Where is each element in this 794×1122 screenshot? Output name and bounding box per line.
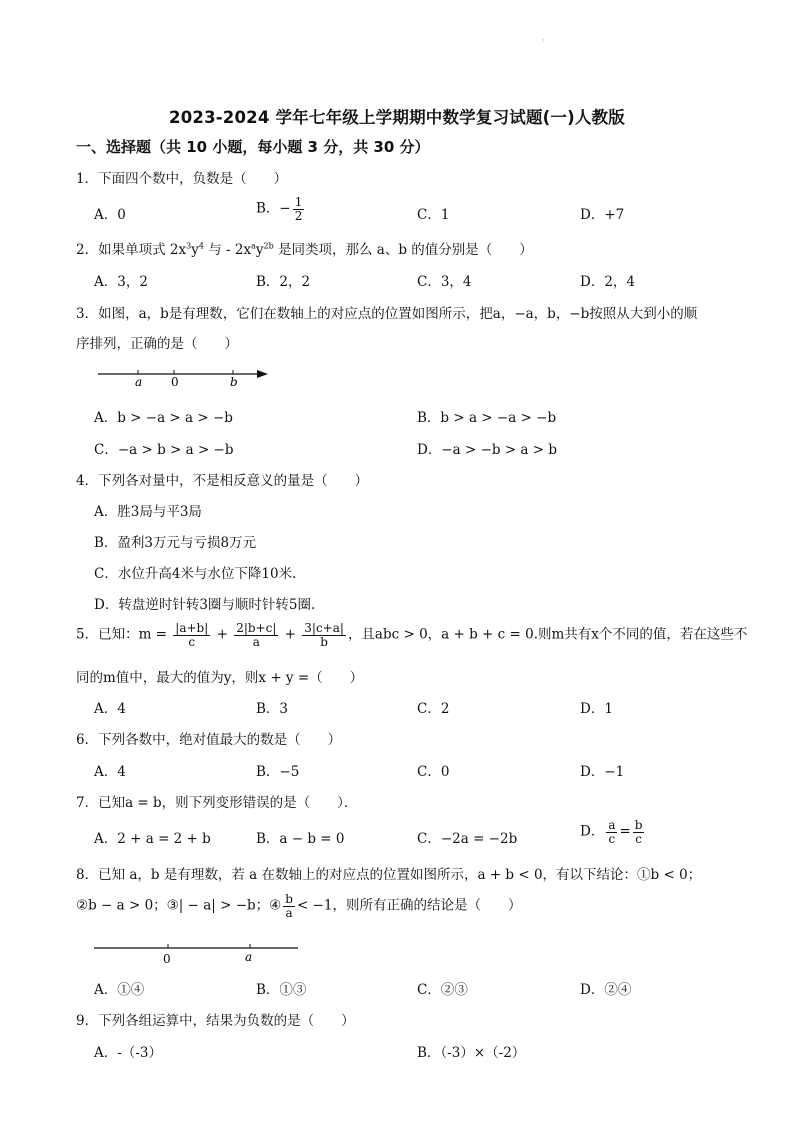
question-3-line1: 3．如图，a，b是有理数，它们在数轴上的对应点的位置如图所示，把a，−a，b，−b按照从大到小的顺 bbox=[76, 306, 698, 322]
q1-option-b: B．− $\frac{1}{2}$ bbox=[256, 195, 303, 223]
q4-option-a: A．胜3局与平3局 bbox=[94, 504, 202, 520]
q5-option-a: A．4 bbox=[94, 701, 126, 717]
q3-option-a: A．b > −a > a > −b bbox=[94, 410, 233, 426]
q8-option-c: C．②③ bbox=[417, 982, 468, 998]
section-heading: 一、选择题（共 10 小题，每小题 3 分，共 30 分） bbox=[76, 138, 430, 156]
q6-option-c: C．0 bbox=[417, 764, 450, 780]
q8-option-a: A．①④ bbox=[94, 982, 145, 998]
axis-label-zero: 0 bbox=[171, 375, 179, 389]
page-title: 2023-2024 学年七年级上学期期中数学复习试题(一)人教版 bbox=[169, 108, 625, 127]
q3-option-b: B．b > a > −a > −b bbox=[417, 410, 557, 426]
q1-option-d: D．+7 bbox=[580, 207, 625, 223]
q1-option-c: C．1 bbox=[417, 207, 450, 223]
q4-option-b: B．盈利3万元与亏损8万元 bbox=[94, 535, 257, 551]
axis-label-a: a bbox=[245, 950, 253, 964]
q7-option-a: A．2 + a = 2 + b bbox=[94, 831, 211, 847]
q3-option-d: D．−a > −b > a > b bbox=[417, 442, 558, 458]
fraction: $\frac{|a+b|}{c}$ bbox=[175, 621, 209, 649]
question-8-line2: ②b − a > 0；③| − a| > −b；④ $\frac{b}{a}$ < −1，则所有正确的结论是（ ） bbox=[76, 892, 522, 920]
q7-option-c: C．−2a = −2b bbox=[417, 831, 518, 847]
question-7-stem: 7．已知a = b，则下列变形错误的是（ ）． bbox=[76, 795, 358, 811]
q9-option-a: A．-（-3） bbox=[94, 1045, 162, 1061]
header-dot: · bbox=[542, 36, 545, 45]
q2-option-b: B．2，2 bbox=[256, 274, 311, 290]
q2-option-a: A．3，2 bbox=[94, 274, 148, 290]
fraction: $\frac{1}{2}$ bbox=[294, 195, 303, 223]
q3-option-c: C．−a > b > a > −b bbox=[94, 442, 234, 458]
q6-option-d: D．−1 bbox=[580, 764, 625, 780]
q8-option-d: D．②④ bbox=[580, 982, 632, 998]
q9-option-b: B．（-3）×（-2） bbox=[417, 1045, 526, 1061]
q7-option-d: D． $\frac{a}{c}$ = $\frac{b}{c}$ bbox=[580, 818, 643, 846]
question-4-stem: 4．下列各对量中，不是相反意义的量是（ ） bbox=[76, 473, 369, 489]
q6-option-a: A．4 bbox=[94, 764, 126, 780]
question-2-stem: 2．如果单项式 $2x^3y^4$ 与 - $2x^ay^{2b}$ 是同类项，那么 a、b 的值分别是（ ） bbox=[76, 241, 533, 258]
q6-option-b: B．−5 bbox=[256, 764, 300, 780]
axis-label-a: a bbox=[135, 375, 143, 389]
q3-number-line bbox=[94, 362, 274, 390]
axis-label-zero: 0 bbox=[163, 952, 171, 966]
q4-option-c: C．水位升高4米与水位下降10米. bbox=[94, 566, 297, 582]
q8-number-line bbox=[90, 938, 310, 966]
question-5-line2: 同的m值中，最大的值为y，则x + y =（ ） bbox=[76, 670, 364, 686]
fraction: $\frac{3|c+a|}{b}$ bbox=[304, 621, 344, 649]
q5-option-d: D．1 bbox=[580, 701, 613, 717]
question-6-stem: 6．下列各数中，绝对值最大的数是（ ） bbox=[76, 732, 342, 748]
q5-option-c: C．2 bbox=[417, 701, 450, 717]
q7-option-b: B．a − b = 0 bbox=[256, 831, 345, 847]
question-1-stem: 1．下面四个数中，负数是（ ） bbox=[76, 171, 288, 187]
axis-label-b: b bbox=[230, 375, 238, 389]
question-8-line1: 8．已知 a，b 是有理数，若 a 在数轴上的对应点的位置如图所示，a + b < 0，有以下结论：①b < 0； bbox=[76, 867, 702, 883]
question-5-line1: 5．已知：m = $\frac{|a+b|}{c}$ + $\frac{2|b+c|}{a}$ + $\frac{3|c+a|}{b}$ ，且abc > 0，a + b + c = 0.则m共有x个不同的值，若在这些不 bbox=[76, 621, 748, 649]
q1-option-a: A．0 bbox=[94, 207, 126, 223]
question-9-stem: 9．下列各组运算中，结果为负数的是（ ） bbox=[76, 1013, 355, 1029]
fraction: $\frac{b}{c}$ bbox=[634, 818, 643, 846]
q2-option-d: D．2，4 bbox=[580, 274, 636, 290]
q4-option-d: D．转盘逆时针转3圈与顺时针转5圈. bbox=[94, 597, 316, 613]
fraction: $\frac{b}{a}$ bbox=[285, 892, 293, 920]
fraction: $\frac{a}{c}$ bbox=[608, 818, 616, 846]
question-3-line2: 序排列，正确的是（ ） bbox=[76, 336, 238, 352]
q2-option-c: C．3，4 bbox=[417, 274, 472, 290]
q8-option-b: B．①③ bbox=[256, 982, 307, 998]
q5-option-b: B．3 bbox=[256, 701, 289, 717]
fraction: $\frac{2|b+c|}{a}$ bbox=[236, 621, 277, 649]
